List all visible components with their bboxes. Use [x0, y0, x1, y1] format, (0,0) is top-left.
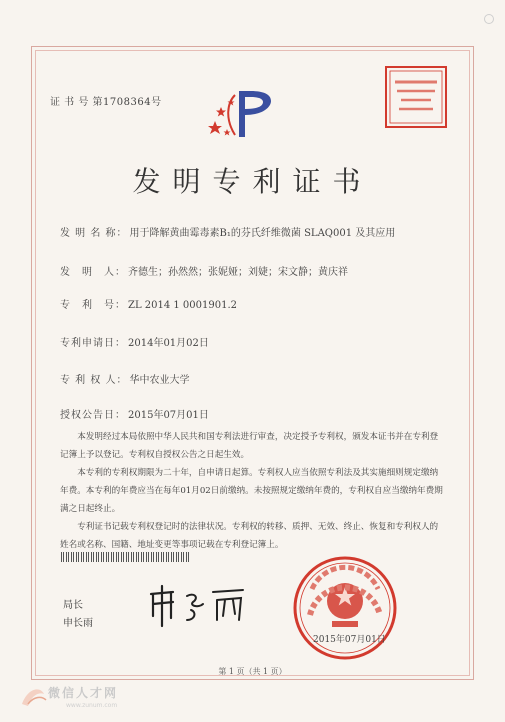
certificate-number [50, 93, 162, 108]
field-label: 发 明 名 称： [60, 228, 128, 239]
page-number: 第 1 页（共 1 页） [218, 667, 287, 676]
top-right-stamp-icon [383, 64, 449, 130]
certificate-number-label: 证 书 号 [50, 97, 89, 108]
body-paragraph: 本发明经过本局依照中华人民共和国专利法进行审查，决定授予专利权，颁发本证书并在专利登记簿上予以登记。专利权自授权公告之日起生效。 [60, 432, 439, 460]
field-inventors [60, 263, 348, 278]
seal-date: 2015年07月01日 [313, 635, 386, 645]
barcode [61, 552, 191, 562]
field-label: 专 利 权 人： [60, 375, 128, 386]
body-paragraph: 专利证书记载专利权登记时的法律状况。专利权的转移、质押、无效、终止、恢复和专利权人的姓名或名称、国籍、地址变更等事项记载在专利登记簿上。 [60, 522, 439, 550]
watermark-url: www.zunum.com [66, 702, 118, 709]
field-value: 2015年07月01日 [128, 410, 209, 421]
field-value: 华中农业大学 [129, 375, 190, 386]
field-label: 发 明 人： [60, 267, 126, 278]
watermark-text: 微信人才网 [48, 686, 119, 700]
field-grant-date [60, 406, 209, 421]
field-invention-name [60, 224, 395, 239]
scan-corner-mark [484, 14, 494, 24]
field-label: 专 利 号： [60, 300, 126, 311]
field-patent-number [60, 296, 237, 311]
sipo-logo-icon [205, 85, 277, 143]
body-paragraph: 本专利的专利权期限为二十年，自申请日起算。专利权人应当依照专利法及其实施细则规定缴纳年费。本专利的年费应当在每年01月02日前缴纳。未按照规定缴纳年费的，专利权自应当缴纳年费期满之日起终止。 [60, 468, 443, 514]
official-seal-icon [292, 555, 398, 661]
field-value: 用于降解黄曲霉毒素B₁的芬氏纤维微菌 SLAQ001 及其应用 [129, 228, 396, 239]
certificate-number-value: 第1708364号 [92, 97, 162, 108]
certificate-title: 发明专利证书 [132, 165, 373, 198]
field-value: 2014年01月02日 [128, 338, 209, 349]
handwritten-signature-icon [143, 580, 253, 630]
field-value: ZL 2014 1 0001901.2 [128, 300, 238, 311]
certificate-body [60, 428, 444, 554]
field-label: 授权公告日： [60, 410, 126, 421]
field-value: 齐德生；孙然然；张妮娅；刘婕；宋文静；黄庆祥 [128, 267, 348, 278]
director-name: 申长雨 [63, 618, 93, 629]
field-patentee [60, 371, 190, 386]
field-application-date [60, 334, 209, 349]
field-label: 专利申请日： [60, 338, 126, 349]
director-title: 局长 [63, 600, 83, 611]
